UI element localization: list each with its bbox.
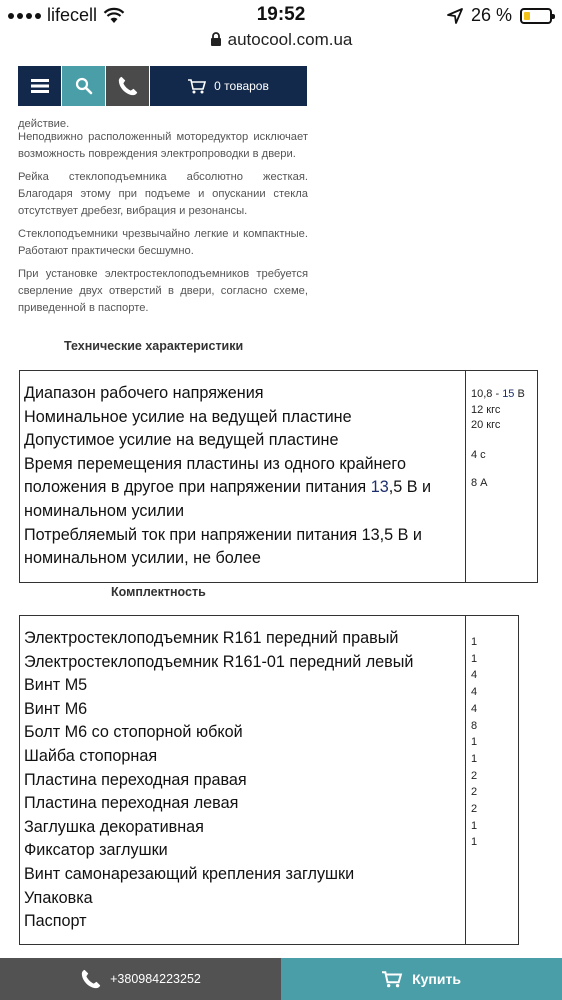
spec-name: Допустимое усилие на ведущей пластине bbox=[24, 431, 339, 450]
url-text: autocool.com.ua bbox=[227, 30, 353, 49]
spec-value-highlight: 15 bbox=[502, 388, 515, 400]
specs-title: Технические характеристики bbox=[64, 339, 244, 353]
kit-item-name: Винт М5 bbox=[24, 676, 88, 695]
kit-item-qty: 1 bbox=[471, 736, 478, 749]
article-paragraph: Рейка стеклоподъемника абсолютно жесткая. Благодаря этому при подъеме и опускании стекла отсутствует дребезг, вибрация и резонансы. bbox=[18, 171, 308, 217]
article-paragraph: Стеклоподъемники чрезвычайно легкие и компактные. Работают практически бесшумно. bbox=[18, 228, 308, 257]
kit-item-name: Электростеклоподъемник R161 передний правый bbox=[24, 629, 399, 647]
kit-item-qty: 1 bbox=[471, 819, 478, 832]
spec-value-part: 10,8 - bbox=[471, 388, 503, 400]
menu-button[interactable] bbox=[18, 66, 61, 106]
wifi-icon bbox=[103, 8, 125, 24]
specs-values-cell bbox=[466, 371, 538, 583]
kit-names-cell bbox=[20, 616, 466, 945]
status-time: 19:52 bbox=[256, 4, 306, 25]
spec-name: Диапазон рабочего напряжения bbox=[24, 384, 264, 402]
kit-title: Комплектность bbox=[111, 585, 206, 599]
buy-label: Купить bbox=[412, 971, 461, 987]
spec-name: Номинальное усилие на ведущей пластине bbox=[24, 407, 352, 426]
kit-item-qty: 4 bbox=[471, 702, 478, 715]
kit-item-name: Винт самонарезающий крепления заглушки bbox=[24, 864, 355, 883]
kit-item-qty: 1 bbox=[471, 836, 478, 849]
spec-value: 8 А bbox=[471, 477, 488, 489]
spec-name-part: Время перемещения пластины из одного крайнего положения в другое при напряжении питания bbox=[24, 454, 406, 497]
kit-table bbox=[19, 615, 519, 945]
cart-icon bbox=[188, 79, 206, 94]
spacer bbox=[471, 463, 533, 476]
spec-value: 20 кгс bbox=[471, 419, 501, 431]
kit-item-name: Паспорт bbox=[24, 912, 87, 931]
bottom-bar bbox=[0, 958, 562, 1000]
spec-value-part: В bbox=[514, 388, 525, 400]
battery-icon bbox=[520, 8, 552, 24]
battery-percent: 26 % bbox=[470, 5, 512, 25]
kit-item-qty: 2 bbox=[471, 803, 478, 816]
battery-fill bbox=[524, 12, 530, 20]
kit-item-name: Пластина переходная левая bbox=[24, 794, 239, 813]
lock-icon bbox=[210, 32, 222, 46]
site-header bbox=[18, 66, 307, 106]
kit-item-qty: 2 bbox=[471, 769, 478, 782]
specs-names-cell bbox=[20, 371, 466, 583]
kit-item-name: Болт М6 со стопорной юбкой bbox=[24, 723, 243, 742]
status-bar bbox=[0, 0, 562, 30]
kit-item-name: Пластина переходная правая bbox=[24, 770, 247, 789]
spec-value bbox=[471, 387, 533, 403]
kit-item-qty: 1 bbox=[471, 636, 478, 648]
article-paragraph: При установке электростеклоподъемников требуется сверление двух отверстий в двери, согласно схеме, приведенной в паспорте. bbox=[18, 268, 308, 314]
spec-name: Потребляемый ток при напряжении питания 13,5 В и номинальном усилии, не более bbox=[24, 525, 422, 568]
kit-item-qty: 8 bbox=[471, 719, 478, 732]
buy-button[interactable] bbox=[281, 958, 562, 1000]
cart-icon bbox=[382, 971, 402, 988]
cart-label: 0 товаров bbox=[214, 79, 269, 93]
specs-table bbox=[19, 370, 538, 583]
kit-item-qty: 2 bbox=[471, 786, 478, 799]
status-right bbox=[447, 5, 552, 26]
article-text bbox=[18, 116, 308, 323]
kit-item-name: Фиксатор заглушки bbox=[24, 841, 168, 860]
search-icon bbox=[75, 77, 93, 95]
location-arrow-icon bbox=[447, 8, 463, 24]
signal-icon bbox=[8, 13, 41, 19]
spacer bbox=[471, 434, 533, 448]
kit-item-qty: 4 bbox=[471, 686, 478, 699]
search-button[interactable] bbox=[62, 66, 105, 106]
kit-item-qty: 1 bbox=[471, 752, 478, 765]
spec-name-part: ,5 В и номинальном усилии bbox=[24, 478, 432, 520]
spec-name bbox=[24, 453, 459, 524]
call-phone-number: +380984223252 bbox=[110, 972, 201, 986]
call-button[interactable] bbox=[0, 958, 281, 1000]
kit-item-qty: 4 bbox=[471, 669, 478, 682]
kit-qty-cell bbox=[466, 616, 519, 945]
spec-name-highlight: 13 bbox=[370, 478, 389, 497]
article-paragraph: Неподвижно расположенный моторедуктор исключает возможность повреждения электропроводки в двери. bbox=[18, 131, 308, 160]
spec-value: 12 кгс bbox=[471, 403, 501, 416]
kit-item-name: Заглушка декоративная bbox=[24, 817, 204, 836]
phone-icon bbox=[80, 968, 102, 990]
carrier-name: lifecell bbox=[47, 5, 98, 25]
kit-item-name: Упаковка bbox=[24, 888, 93, 907]
hamburger-menu-icon bbox=[31, 78, 49, 94]
cart-button[interactable] bbox=[150, 66, 307, 106]
spec-value: 4 с bbox=[471, 448, 486, 461]
kit-item-name: Винт М6 bbox=[24, 699, 88, 718]
kit-item-name: Шайба стопорная bbox=[24, 746, 158, 765]
article-clipped-line: действие. bbox=[18, 118, 70, 130]
kit-item-qty: 1 bbox=[471, 652, 478, 665]
phone-button[interactable] bbox=[106, 66, 149, 106]
status-left bbox=[8, 5, 125, 26]
url-bar[interactable] bbox=[0, 30, 562, 54]
kit-item-name: Электростеклоподъемник R161-01 передний левый bbox=[24, 652, 414, 671]
phone-icon bbox=[117, 75, 139, 97]
